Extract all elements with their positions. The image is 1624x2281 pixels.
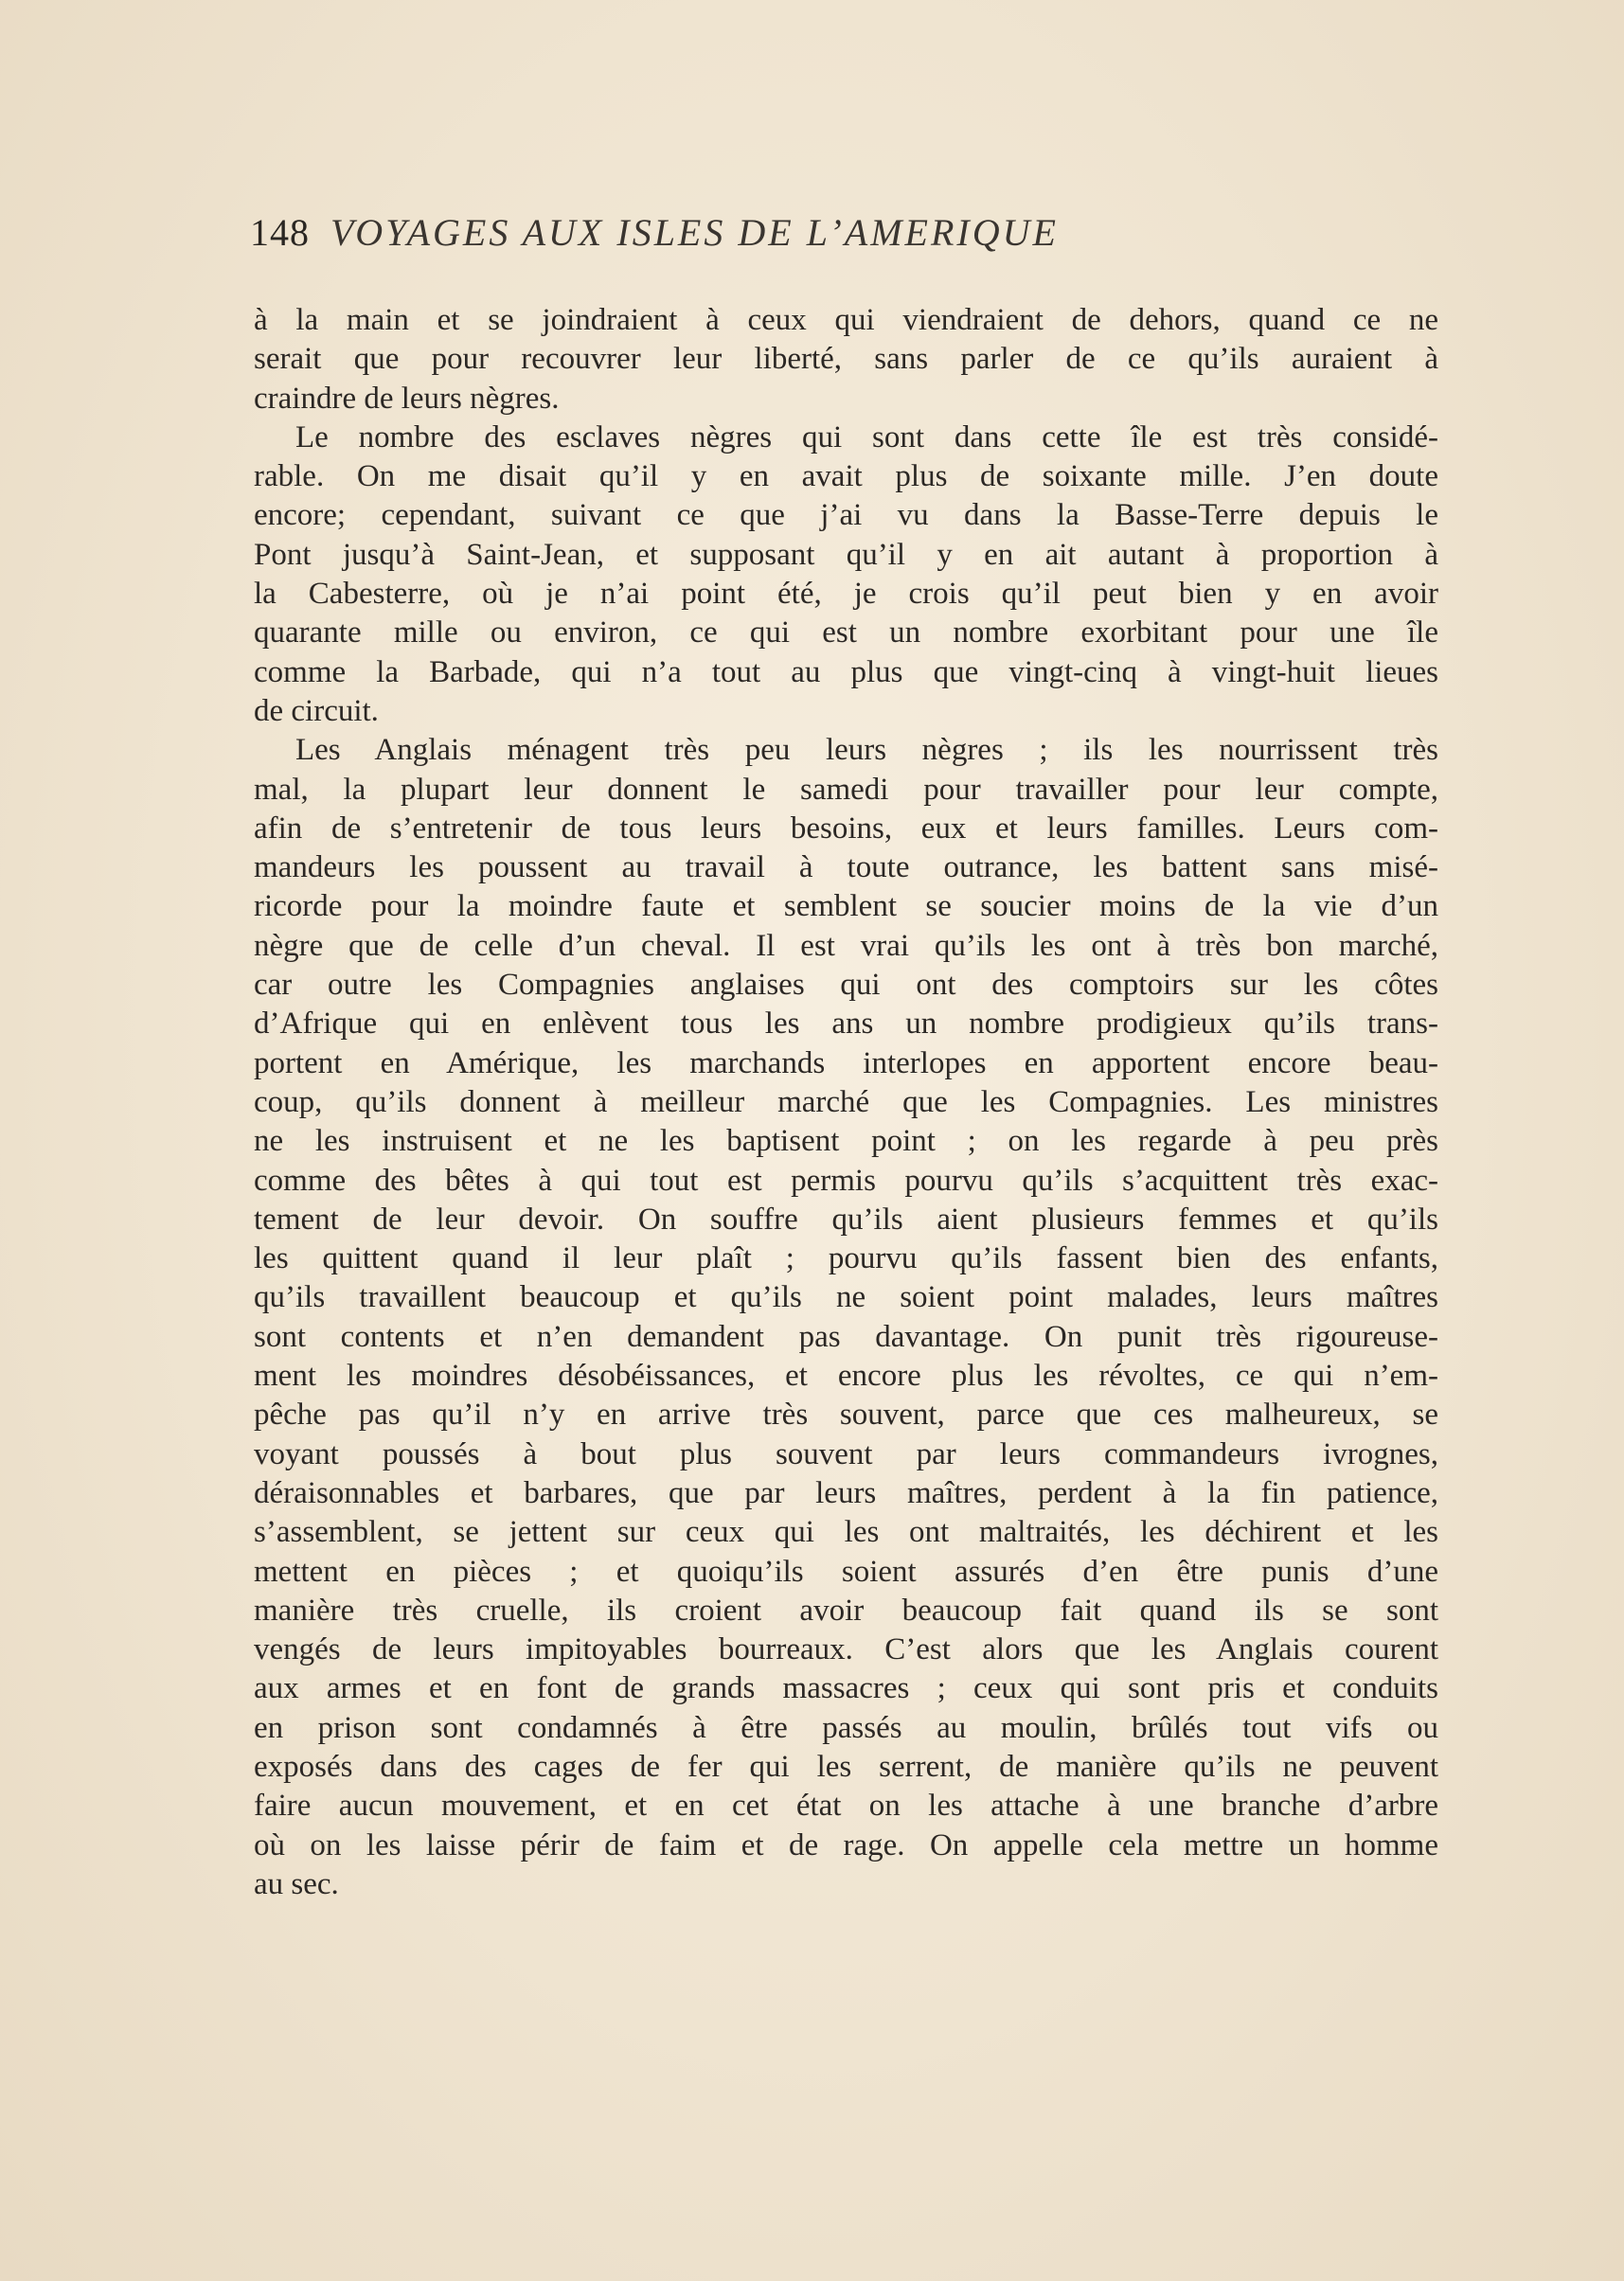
text-line: mandeurs les poussent au travail à toute outrance, les battent sans misé- xyxy=(254,850,1438,885)
text-line: quarante mille ou environ, ce qui est un nombre exorbitant pour une île xyxy=(254,615,1438,650)
text-line: aux armes et en font de grands massacres ; ceux qui sont pris et conduits xyxy=(254,1671,1438,1706)
text-line: exposés dans des cages de fer qui les serrent, de manière qu’ils ne peuvent xyxy=(254,1749,1438,1784)
text-line: portent en Amérique, les marchands interlopes en apportent encore beau- xyxy=(254,1045,1438,1080)
text-line: sont contents et n’en demandent pas davantage. On punit très rigoureuse- xyxy=(254,1319,1438,1354)
text-line: ricorde pour la moindre faute et semblent se soucier moins de la vie d’un xyxy=(254,889,1438,924)
text-line: ment les moindres désobéissances, et encore plus les révoltes, ce qui n’em- xyxy=(254,1359,1438,1394)
text-line: comme la Barbade, qui n’a tout au plus que vingt-cinq à vingt-huit lieues xyxy=(254,654,1438,689)
text-line: afin de s’entretenir de tous leurs besoins, eux et leurs familles. Leurs com- xyxy=(254,811,1438,846)
paragraph xyxy=(254,301,1438,419)
running-title: VOYAGES AUX ISLES DE L’AMERIQUE xyxy=(330,211,1059,254)
text-line: d’Afrique qui en enlèvent tous les ans un nombre prodigieux qu’ils trans- xyxy=(254,1007,1438,1042)
text-line: coup, qu’ils donnent à meilleur marché que les Compagnies. Les ministres xyxy=(254,1084,1438,1119)
text-line: voyant poussés à bout plus souvent par leurs commandeurs ivrognes, xyxy=(254,1436,1438,1471)
page-number: 148 xyxy=(250,211,310,254)
body-text xyxy=(254,301,1438,1904)
text-line: Les Anglais ménagent très peu leurs nègres ; ils les nourrissent très xyxy=(295,733,1438,768)
text-line: mal, la plupart leur donnent le samedi pour travailler pour leur compte, xyxy=(254,772,1438,807)
text-line: de circuit. xyxy=(254,693,379,728)
text-line: en prison sont condamnés à être passés au moulin, brûlés tout vifs ou xyxy=(254,1710,1438,1745)
text-line: pêche pas qu’il n’y en arrive très souvent, parce que ces malheureux, se xyxy=(254,1398,1438,1433)
text-line: s’assemblent, se jettent sur ceux qui les ont maltraités, les déchirent et les xyxy=(254,1515,1438,1550)
text-line: tement de leur devoir. On souffre qu’ils aient plusieurs femmes et qu’ils xyxy=(254,1202,1438,1237)
paragraph xyxy=(254,731,1438,1904)
text-line: craindre de leurs nègres. xyxy=(254,381,560,416)
paragraph xyxy=(254,419,1438,731)
text-line: Pont jusqu’à Saint-Jean, et supposant qu’il y en ait autant à proportion à xyxy=(254,537,1438,572)
text-line: déraisonnables et barbares, que par leurs maîtres, perdent à la fin patience, xyxy=(254,1475,1438,1510)
text-line: vengés de leurs impitoyables bourreaux. C’est alors que les Anglais courent xyxy=(254,1632,1438,1667)
text-line: Le nombre des esclaves nègres qui sont dans cette île est très considé- xyxy=(295,419,1438,454)
text-line: la Cabesterre, où je n’ai point été, je crois qu’il peut bien y en avoir xyxy=(254,577,1438,612)
page-header xyxy=(250,210,1434,267)
text-line: mettent en pièces ; et quoiqu’ils soient assurés d’en être punis d’une xyxy=(254,1554,1438,1589)
text-line: serait que pour recouvrer leur liberté, sans parler de ce qu’ils auraient à xyxy=(254,342,1438,377)
text-line: nègre que de celle d’un cheval. Il est vrai qu’ils les ont à très bon marché, xyxy=(254,928,1438,963)
text-line: où on les laisse périr de faim et de rage. On appelle cela mettre un homme xyxy=(254,1827,1438,1862)
text-line: encore; cependant, suivant ce que j’ai vu dans la Basse-Terre depuis le xyxy=(254,498,1438,533)
text-line: les quittent quand il leur plaît ; pourvu qu’ils fassent bien des enfants, xyxy=(254,1241,1438,1276)
text-line: au sec. xyxy=(254,1866,339,1901)
text-line: qu’ils travaillent beaucoup et qu’ils ne soient point malades, leurs maîtres xyxy=(254,1280,1438,1315)
text-line: faire aucun mouvement, et en cet état on les attache à une branche d’arbre xyxy=(254,1789,1438,1824)
text-line: car outre les Compagnies anglaises qui ont des comptoirs sur les côtes xyxy=(254,968,1438,1003)
text-line: ne les instruisent et ne les baptisent point ; on les regarde à peu près xyxy=(254,1124,1438,1159)
text-line: comme des bêtes à qui tout est permis pourvu qu’ils s’acquittent très exac- xyxy=(254,1163,1438,1198)
text-line: manière très cruelle, ils croient avoir beaucoup fait quand ils se sont xyxy=(254,1593,1438,1628)
text-line: à la main et se joindraient à ceux qui viendraient de dehors, quand ce ne xyxy=(254,303,1438,337)
text-line: rable. On me disait qu’il y en avait plus de soixante mille. J’en doute xyxy=(254,459,1438,494)
